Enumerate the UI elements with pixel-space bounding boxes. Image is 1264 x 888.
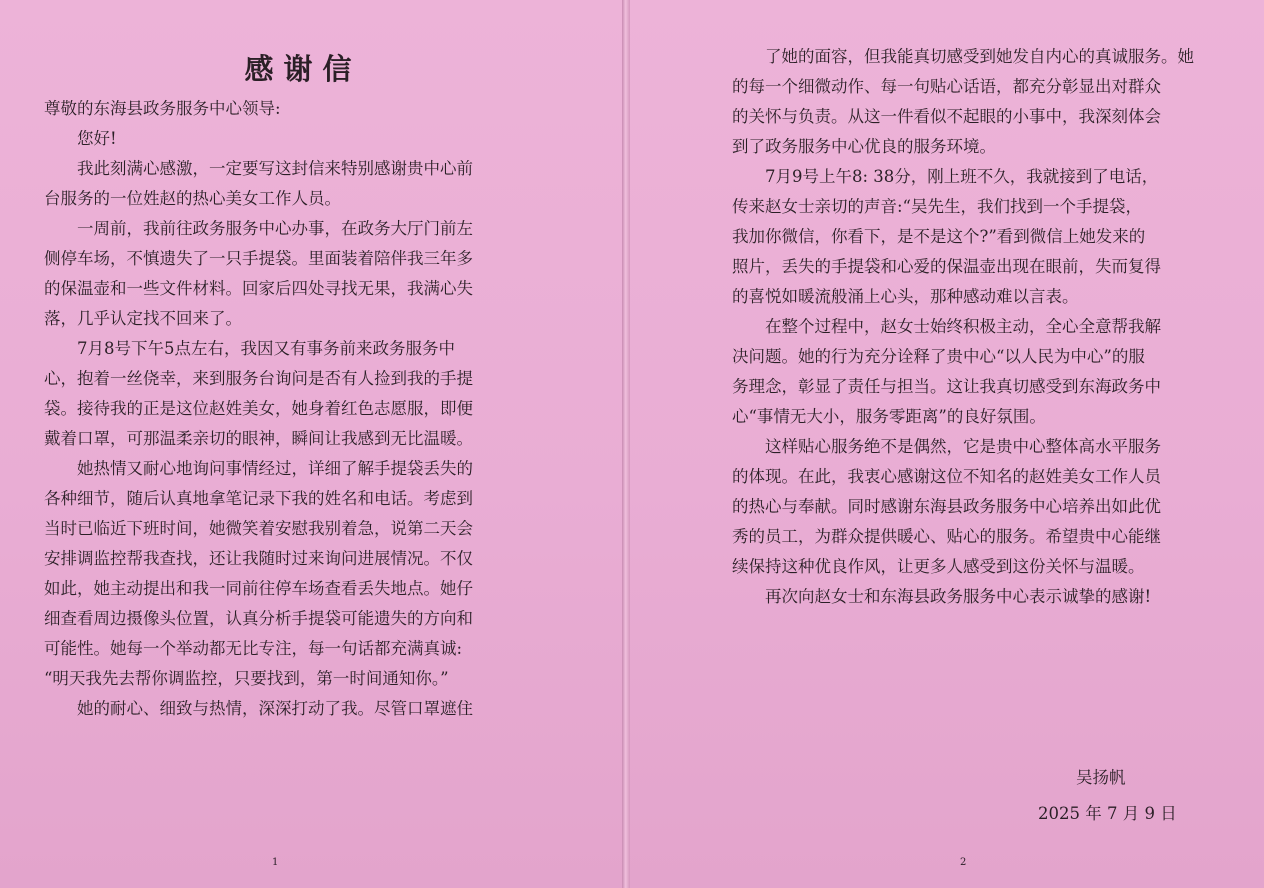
text-line: 这样贴心服务绝不是偶然，它是贵中心整体高水平服务 (765, 437, 1161, 456)
text-line: 侧停车场，不慎遗失了一只手提袋。里面装着陪伴我三年多 (44, 249, 473, 268)
letter-page-2 (630, 0, 1264, 888)
page-number: 1 (272, 857, 279, 868)
text-line: 各种细节，随后认真地拿笔记录下我的姓名和电话。考虑到 (44, 489, 473, 508)
text-line: 落，几乎认定找不回来了。 (44, 309, 242, 328)
text-line: 务理念，彰显了责任与担当。这让我真切感受到东海政务中 (732, 377, 1161, 396)
letter-body-page-1 (44, 154, 562, 724)
letter-page-1 (0, 0, 622, 888)
text-line: 台服务的一位姓赵的热心美女工作人员。 (44, 189, 341, 208)
text-line: 一周前，我前往政务服务中心办事，在政务大厅门前左 (77, 219, 473, 238)
text-line: 到了政务服务中心优良的服务环境。 (732, 137, 996, 156)
text-line: 的关怀与负责。从这一件看似不起眼的小事中，我深刻体会 (732, 107, 1161, 126)
text-line: 如此，她主动提出和我一同前往停车场查看丢失地点。她仔 (44, 579, 473, 598)
letter-title: 感谢信 (244, 52, 362, 86)
text-line: 她热情又耐心地询问事情经过，详细了解手提袋丢失的 (77, 459, 473, 478)
text-line: 戴着口罩，可那温柔亲切的眼神，瞬间让我感到无比温暖。 (44, 429, 473, 448)
paragraph (44, 694, 562, 724)
text-line: 的热心与奉献。同时感谢东海县政务服务中心培养出如此优 (732, 497, 1161, 516)
text-line: 我加你微信，你看下，是不是这个?”看到微信上她发来的 (732, 227, 1146, 246)
paragraph (732, 162, 1206, 312)
salutation: 尊敬的东海县政务服务中心领导: (44, 99, 281, 118)
text-line: 细查看周边摄像头位置，认真分析手提袋可能遗失的方向和 (44, 609, 473, 628)
text-line: 照片，丢失的手提袋和心爱的保温壶出现在眼前，失而复得 (732, 257, 1161, 276)
text-line: 的喜悦如暖流般涌上心头，那种感动难以言表。 (732, 287, 1079, 306)
text-line: 心，抱着一丝侥幸，来到服务台询问是否有人捡到我的手提 (44, 369, 473, 388)
text-line: 的体现。在此，我衷心感谢这位不知名的赵姓美女工作人员 (732, 467, 1161, 486)
paragraph (44, 334, 562, 454)
text-line: 再次向赵女士和东海县政务服务中心表示诚挚的感谢! (765, 587, 1152, 606)
paragraph (44, 214, 562, 334)
page-number: 2 (960, 857, 967, 868)
text-line: 续保持这种优良作风，让更多人感受到这份关怀与温暖。 (732, 557, 1145, 576)
text-line: 在整个过程中，赵女士始终积极主动，全心全意帮我解 (765, 317, 1161, 336)
text-line: 袋。接待我的正是这位赵姓美女，她身着红色志愿服，即便 (44, 399, 473, 418)
text-line: 了她的面容，但我能真切感受到她发自内心的真诚服务。她 (765, 47, 1194, 66)
letter-date: 2025 年 7 月 9 日 (1038, 804, 1177, 823)
greeting: 您好! (77, 129, 117, 148)
paragraph (44, 154, 562, 214)
text-line: “明天我先去帮你调监控，只要找到，第一时间通知你。” (44, 669, 449, 688)
text-line: 她的耐心、细致与热情，深深打动了我。尽管口罩遮住 (77, 699, 473, 718)
text-line: 的保温壶和一些文件材料。回家后四处寻找无果，我满心失 (44, 279, 473, 298)
text-line: 心“事情无大小，服务零距离”的良好氛围。 (732, 407, 1046, 426)
letter-body-page-2 (732, 42, 1206, 612)
paragraph (44, 454, 562, 694)
text-line: 7月9号上午8: 38分，刚上班不久，我就接到了电话， (765, 167, 1159, 186)
paragraph (732, 312, 1206, 432)
text-line: 可能性。她每一个举动都无比专注，每一句话都充满真诚: (44, 639, 463, 658)
paragraph (732, 42, 1206, 162)
text-line: 7月8号下午5点左右，我因又有事务前来政务服务中 (77, 339, 455, 358)
text-line: 我此刻满心感激，一定要写这封信来特别感谢贵中心前 (77, 159, 473, 178)
text-line: 的每一个细微动作、每一句贴心话语，都充分彰显出对群众 (732, 77, 1161, 96)
text-line: 秀的员工，为群众提供暖心、贴心的服务。希望贵中心能继 (732, 527, 1161, 546)
paragraph (732, 432, 1206, 582)
page-gutter (622, 0, 630, 888)
signature: 吴扬帆 (1076, 768, 1126, 787)
text-line: 传来赵女士亲切的声音:“吴先生，我们找到一个手提袋， (732, 197, 1142, 216)
text-line: 决问题。她的行为充分诠释了贵中心“以人民为中心”的服 (732, 347, 1145, 366)
text-line: 安排调监控帮我查找，还让我随时过来询问进展情况。不仅 (44, 549, 473, 568)
text-line: 当时已临近下班时间，她微笑着安慰我别着急，说第二天会 (44, 519, 473, 538)
paragraph (732, 582, 1206, 612)
